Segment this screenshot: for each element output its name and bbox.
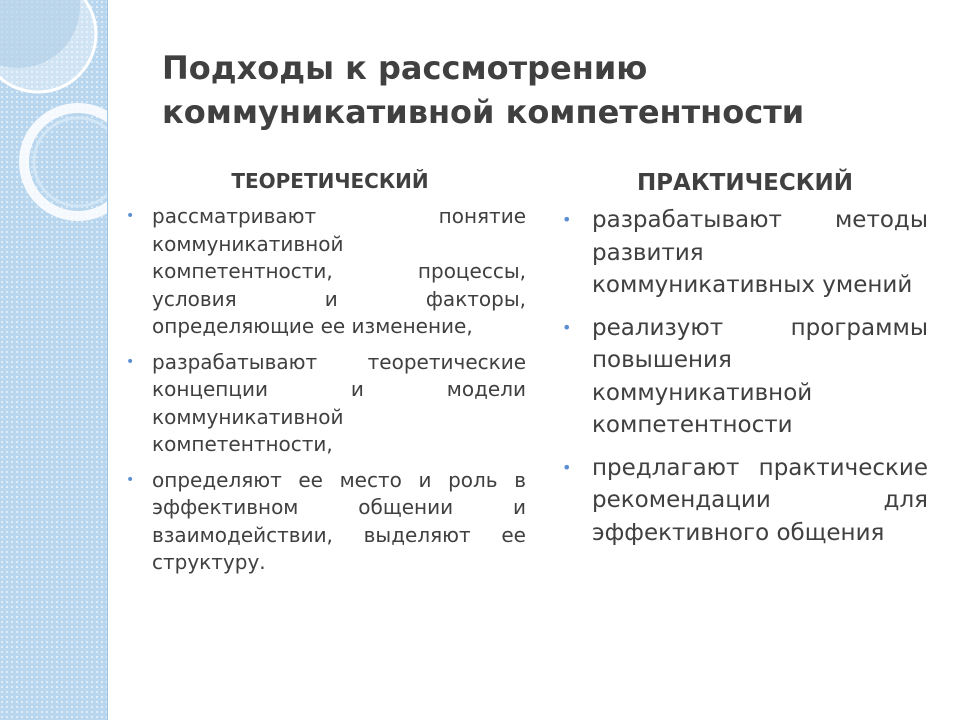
bullet-icon: • xyxy=(562,317,572,337)
list-item xyxy=(562,452,928,550)
list-item xyxy=(126,203,526,341)
practical-list xyxy=(562,204,928,549)
slide-title xyxy=(162,46,942,134)
list-item-text: реализуют программы повышения коммуникативной компетентности xyxy=(592,314,928,438)
list-item-text: разрабатывают методы развития коммуникативных умений xyxy=(592,207,928,298)
bullet-icon: • xyxy=(126,471,135,488)
bullet-icon: • xyxy=(562,210,572,229)
list-item xyxy=(126,349,526,459)
decorative-circles xyxy=(0,0,107,720)
list-item-text: предлагают практические рекомендации для эффективного общения xyxy=(592,454,928,546)
list-item xyxy=(126,467,526,577)
bullet-icon: • xyxy=(126,353,135,370)
list-item-text: определяют ее место и роль в эффективном общении и взаимодействии, выделяют ее структуру. xyxy=(152,467,526,574)
practical-heading: ПРАКТИЧЕСКИЙ xyxy=(636,170,854,196)
bullet-icon: • xyxy=(126,208,135,224)
bullet-icon: • xyxy=(562,457,572,477)
practical-column xyxy=(562,168,928,559)
slide-title-line-2: коммуникативной компетентности xyxy=(162,93,805,131)
list-item xyxy=(562,312,928,442)
theoretical-heading: ТЕОРЕТИЧЕСКИЙ xyxy=(231,169,429,193)
list-item xyxy=(562,204,928,302)
theoretical-column xyxy=(126,167,526,585)
slide-title-line-1: Подходы к рассмотрению xyxy=(162,49,648,87)
list-item-text: рассматривают понятие коммуникативной компетентности, процессы, условия и факторы, определяющие ее изменение, xyxy=(152,204,526,338)
decorative-side-band xyxy=(0,0,108,720)
list-item-text: разрабатывают теоретические концепции и модели коммуникативной компетентности, xyxy=(152,349,526,456)
theoretical-list xyxy=(126,203,526,577)
